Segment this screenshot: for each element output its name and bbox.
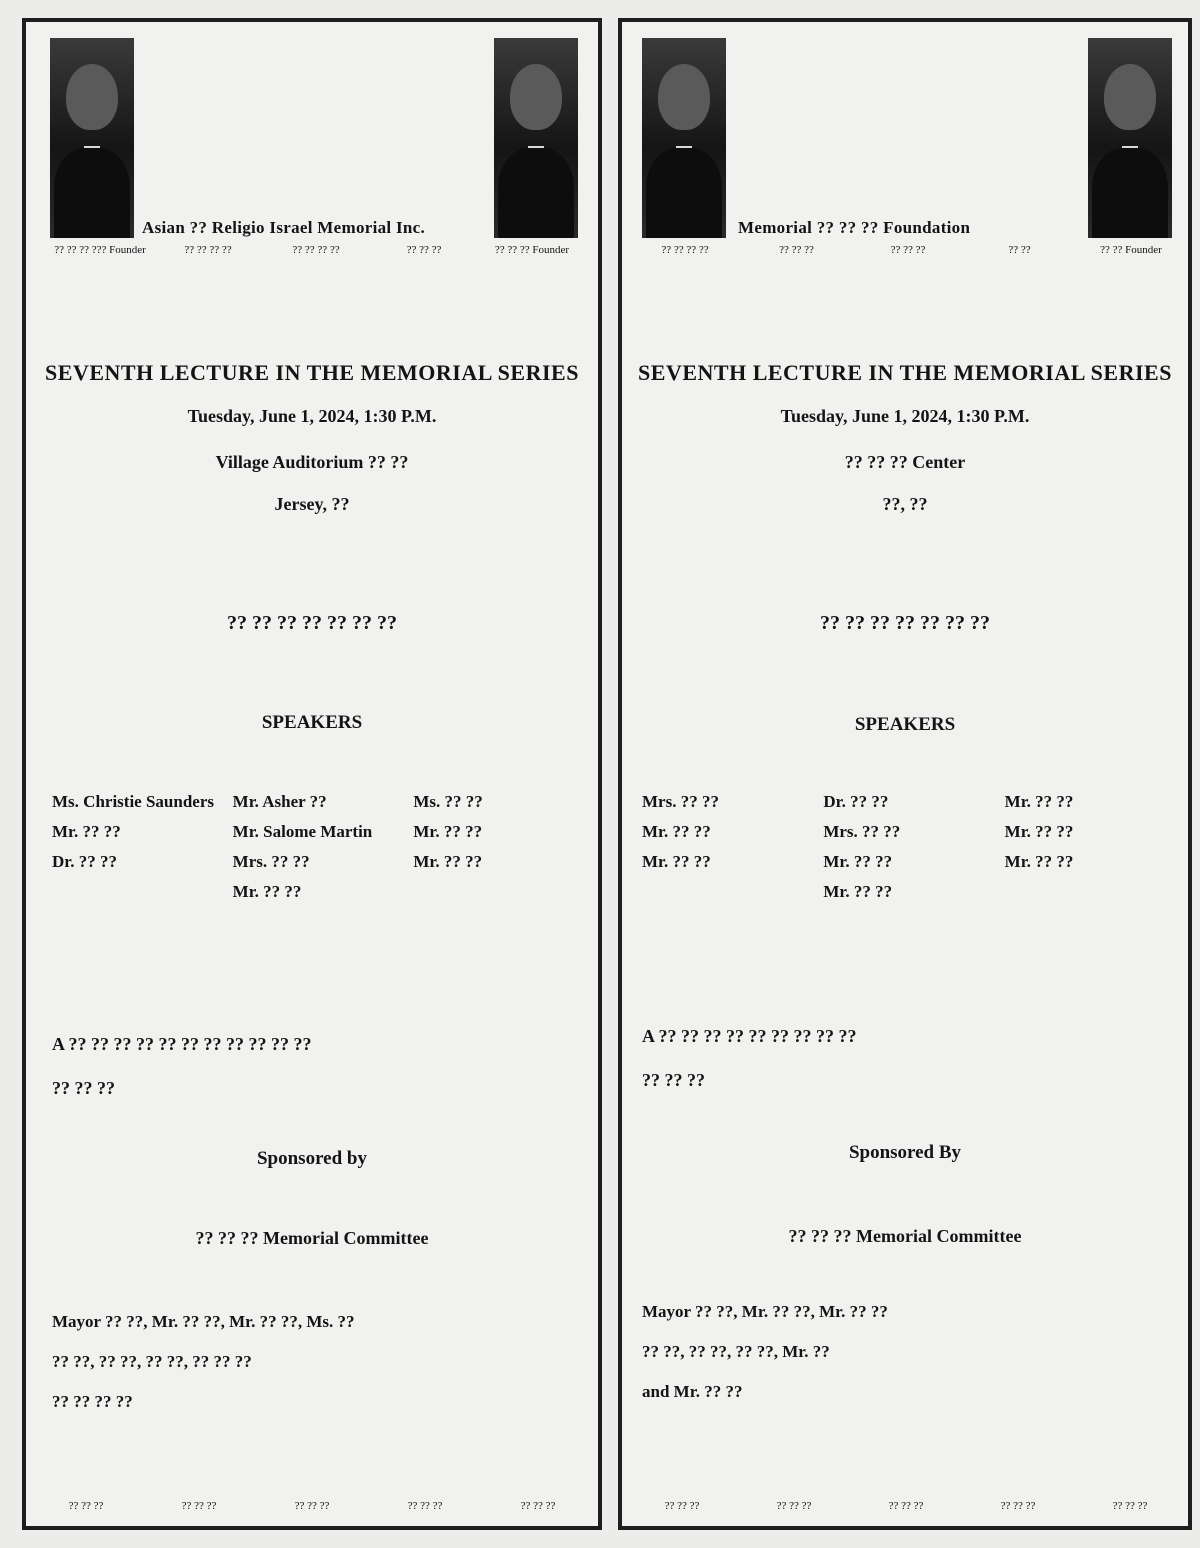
founder-name: ?? ?? ??	[406, 244, 442, 256]
member-line: Mayor ?? ??, Mr. ?? ??, Mr. ?? ??	[642, 1302, 888, 1321]
member-line: ?? ??, ?? ??, ?? ??, Mr. ??	[642, 1342, 830, 1361]
speaker-name: Mrs. ?? ??	[232, 852, 310, 871]
footer-signatories	[32, 1500, 592, 1512]
footer-name: ?? ?? ??	[520, 1500, 556, 1512]
portrait-photo-left-a	[50, 38, 134, 238]
founder-name: ?? ?? Founder	[1100, 244, 1162, 256]
speaker-name: Mr. ?? ??	[823, 852, 893, 871]
footer-signatories	[628, 1500, 1184, 1512]
founders-row	[46, 244, 586, 256]
speaker-name: Mr. ?? ??	[413, 822, 483, 841]
footer-name: ?? ?? ??	[1112, 1500, 1148, 1512]
lecture-subject: ?? ?? ?? ?? ?? ?? ??	[820, 612, 990, 634]
committee-name: ?? ?? ?? Memorial Committee	[195, 1228, 429, 1248]
portrait-photo-right-b	[1088, 38, 1172, 238]
speakers-heading: SPEAKERS	[854, 714, 956, 735]
speaker-name: Mr. Salome Martin	[232, 822, 373, 841]
founder-name: ?? ?? ?? ??? Founder	[54, 244, 146, 256]
speaker-name: Mr. Asher ??	[232, 792, 327, 811]
founder-name: ?? ?? ?? ??	[661, 244, 709, 256]
left-flyer-panel	[22, 18, 602, 1530]
speaker-name: Mrs. ?? ??	[823, 822, 901, 841]
founder-name: ?? ?? ?? ??	[292, 244, 340, 256]
event-city: Jersey, ??	[274, 494, 350, 514]
founders-row	[630, 244, 1186, 256]
event-venue: ?? ?? ?? Center	[844, 452, 966, 472]
portrait-photo-right-a	[642, 38, 726, 238]
lecture-subject: ?? ?? ?? ?? ?? ?? ??	[227, 612, 397, 634]
lecture-title: SEVENTH LECTURE IN THE MEMORIAL SERIES	[45, 360, 579, 385]
portrait-photo-left-b	[494, 38, 578, 238]
footer-name: ?? ?? ??	[776, 1500, 812, 1512]
speaker-name: Mr. ?? ??	[1004, 792, 1074, 811]
speaker-name: Dr. ?? ??	[52, 852, 118, 871]
right-flyer-panel	[618, 18, 1192, 1530]
reception-note	[642, 1014, 1174, 1102]
footer-name: ?? ?? ??	[407, 1500, 443, 1512]
footer-name: ?? ?? ??	[888, 1500, 924, 1512]
committee-members	[52, 1302, 582, 1422]
speaker-name: Mr. ?? ??	[1004, 822, 1074, 841]
member-line: ?? ?? ?? ??	[52, 1392, 133, 1411]
speakers-list	[642, 792, 1174, 902]
footer-name: ?? ?? ??	[664, 1500, 700, 1512]
lecture-title: SEVENTH LECTURE IN THE MEMORIAL SERIES	[638, 360, 1172, 385]
speaker-name: Dr. ?? ??	[823, 792, 889, 811]
footer-name: ?? ?? ??	[68, 1500, 104, 1512]
member-line: and Mr. ?? ??	[642, 1382, 743, 1401]
event-venue: Village Auditorium ?? ??	[215, 452, 409, 472]
founder-name: ?? ?? ?? ??	[184, 244, 232, 256]
speaker-name: Mr. ?? ??	[823, 882, 893, 901]
speaker-name: Mr. ?? ??	[642, 822, 711, 841]
footer-name: ?? ?? ??	[181, 1500, 217, 1512]
member-line: Mayor ?? ??, Mr. ?? ??, Mr. ?? ??, Ms. ??	[52, 1312, 355, 1331]
speaker-name: Mr. ?? ??	[413, 852, 483, 871]
committee-name: ?? ?? ?? Memorial Committee	[788, 1226, 1022, 1246]
reception-note	[52, 1022, 582, 1110]
speaker-name: Mr. ?? ??	[1004, 852, 1074, 871]
reception-line: ?? ?? ??	[642, 1070, 705, 1090]
founder-name: ?? ??	[1008, 244, 1031, 256]
reception-line: A ?? ?? ?? ?? ?? ?? ?? ?? ??	[642, 1026, 857, 1046]
speaker-name: Mr. ?? ??	[232, 882, 302, 901]
founder-name: ?? ?? ??	[779, 244, 814, 256]
reception-line: A ?? ?? ?? ?? ?? ?? ?? ?? ?? ?? ??	[52, 1034, 312, 1054]
memorial-line: Memorial ?? ?? ?? Foundation	[738, 218, 971, 237]
reception-line: ?? ?? ??	[52, 1078, 115, 1098]
speaker-name: Mr. ?? ??	[52, 822, 121, 841]
speakers-heading: SPEAKERS	[261, 712, 363, 733]
event-city: ??, ??	[882, 494, 928, 514]
committee-members	[642, 1292, 1174, 1412]
speaker-name: Mrs. ?? ??	[642, 792, 719, 811]
speaker-name: Mr. ?? ??	[642, 852, 711, 871]
event-date: Tuesday, June 1, 2024, 1:30 P.M.	[780, 406, 1030, 426]
event-date: Tuesday, June 1, 2024, 1:30 P.M.	[187, 406, 437, 426]
founder-name: ?? ?? ?? Founder	[494, 244, 570, 256]
footer-name: ?? ?? ??	[294, 1500, 330, 1512]
speaker-name: Ms. ?? ??	[413, 792, 483, 811]
speaker-name: Ms. Christie Saunders	[52, 792, 214, 811]
footer-name: ?? ?? ??	[1000, 1500, 1036, 1512]
founder-name: ?? ?? ??	[890, 244, 926, 256]
speakers-list	[52, 792, 582, 902]
memorial-line: Asian ?? Religio Israel Memorial Inc.	[142, 218, 426, 237]
sponsored-by-heading: Sponsored by	[256, 1148, 367, 1169]
sponsored-by-heading: Sponsored By	[848, 1142, 962, 1163]
member-line: ?? ??, ?? ??, ?? ??, ?? ?? ??	[52, 1352, 252, 1371]
